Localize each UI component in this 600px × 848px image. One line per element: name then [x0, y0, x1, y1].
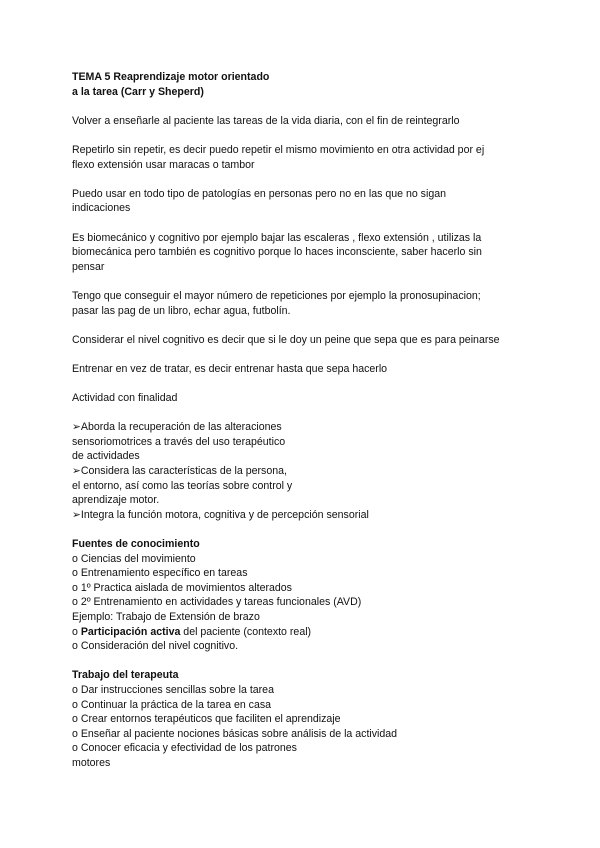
text-line: pasar las pag de un libro, echar agua, futbolín.	[72, 304, 291, 317]
bold-text: Participación activa	[80, 625, 181, 638]
text-line: biomecánica pero también es cognitivo porque lo haces inconsciente, saber hacerlo sin	[72, 246, 482, 259]
paragraph	[72, 391, 560, 406]
title-line: a la tarea (Carr y Sheperd)	[72, 85, 204, 98]
text-line: indicaciones	[72, 202, 131, 215]
list-line: ➢Aborda la recuperación de las alteraciones	[72, 421, 282, 434]
list-item: o Enseñar al paciente nociones básicas sobre análisis de la actividad	[72, 727, 398, 740]
list-line: aprendizaje motor.	[72, 494, 160, 507]
title-line: TEMA 5 Reaprendizaje motor orientado	[72, 71, 270, 83]
document-title	[72, 70, 560, 99]
list-item-participacion	[72, 625, 560, 640]
paragraph	[72, 362, 560, 377]
list-line: de actividades	[72, 450, 140, 463]
paragraph	[72, 143, 560, 172]
list-item: o Crear entornos terapéuticos que faciliten el aprendizaje	[72, 713, 341, 726]
paragraph	[72, 114, 560, 129]
arrow-list	[72, 420, 560, 522]
paragraph	[72, 231, 560, 275]
text-line: Repetirlo sin repetir, es decir puedo repetir el mismo movimiento en otra actividad por ej	[72, 143, 485, 156]
list-item: motores	[72, 756, 111, 769]
list-item: o Entrenamiento específico en tareas	[72, 567, 248, 580]
list-item: o Continuar la práctica de la tarea en casa	[72, 698, 272, 711]
list-item: o Conocer eficacia y efectividad de los patrones	[72, 742, 297, 755]
text-line: Volver a enseñarle al paciente las tareas de la vida diaria, con el fin de reintegrarlo	[72, 114, 460, 127]
text-line: flexo extensión usar maracas o tambor	[72, 158, 255, 171]
section-heading: Fuentes de conocimiento	[72, 538, 200, 550]
text-line: Actividad con finalidad	[72, 392, 178, 405]
list-item: o Consideración del nivel cognitivo.	[72, 640, 239, 653]
text-line: Tengo que conseguir el mayor número de repeticiones por ejemplo la pronosupinacion;	[72, 289, 481, 302]
list-item: Ejemplo: Trabajo de Extensión de brazo	[72, 610, 260, 623]
text-line: pensar	[72, 260, 105, 273]
text-rest: del paciente (contexto real)	[180, 625, 312, 638]
section-heading: Trabajo del terapeuta	[72, 669, 179, 682]
text-line: Es biomecánico y cognitivo por ejemplo bajar las escaleras , flexo extensión , utilizas la	[72, 231, 482, 244]
list-line: el entorno, así como las teorías sobre control y	[72, 479, 293, 492]
trabajo-section	[72, 668, 560, 770]
list-line: ➢Integra la función motora, cognitiva y de percepción sensorial	[72, 508, 369, 521]
list-line: ➢Considera las características de la persona,	[72, 465, 287, 478]
paragraph	[72, 289, 560, 318]
text-line: Puedo usar en todo tipo de patologías en personas pero no en las que no sigan	[72, 187, 447, 200]
paragraph	[72, 187, 560, 216]
list-item: o 1º Practica aislada de movimientos alterados	[72, 581, 292, 594]
list-line: sensoriomotrices a través del uso terapéutico	[72, 435, 286, 448]
text-line: Considerar el nivel cognitivo es decir que si le doy un peine que sepa que es para peinarse	[72, 333, 500, 346]
paragraph	[72, 333, 560, 348]
bullet-prefix: o	[72, 625, 81, 638]
fuentes-section	[72, 537, 560, 654]
list-item: o 2º Entrenamiento en actividades y tareas funcionales (AVD)	[72, 596, 362, 609]
list-item: o Dar instrucciones sencillas sobre la tarea	[72, 683, 274, 696]
text-line: Entrenar en vez de tratar, es decir entrenar hasta que sepa hacerlo	[72, 362, 388, 375]
list-item: o Ciencias del movimiento	[72, 552, 196, 565]
